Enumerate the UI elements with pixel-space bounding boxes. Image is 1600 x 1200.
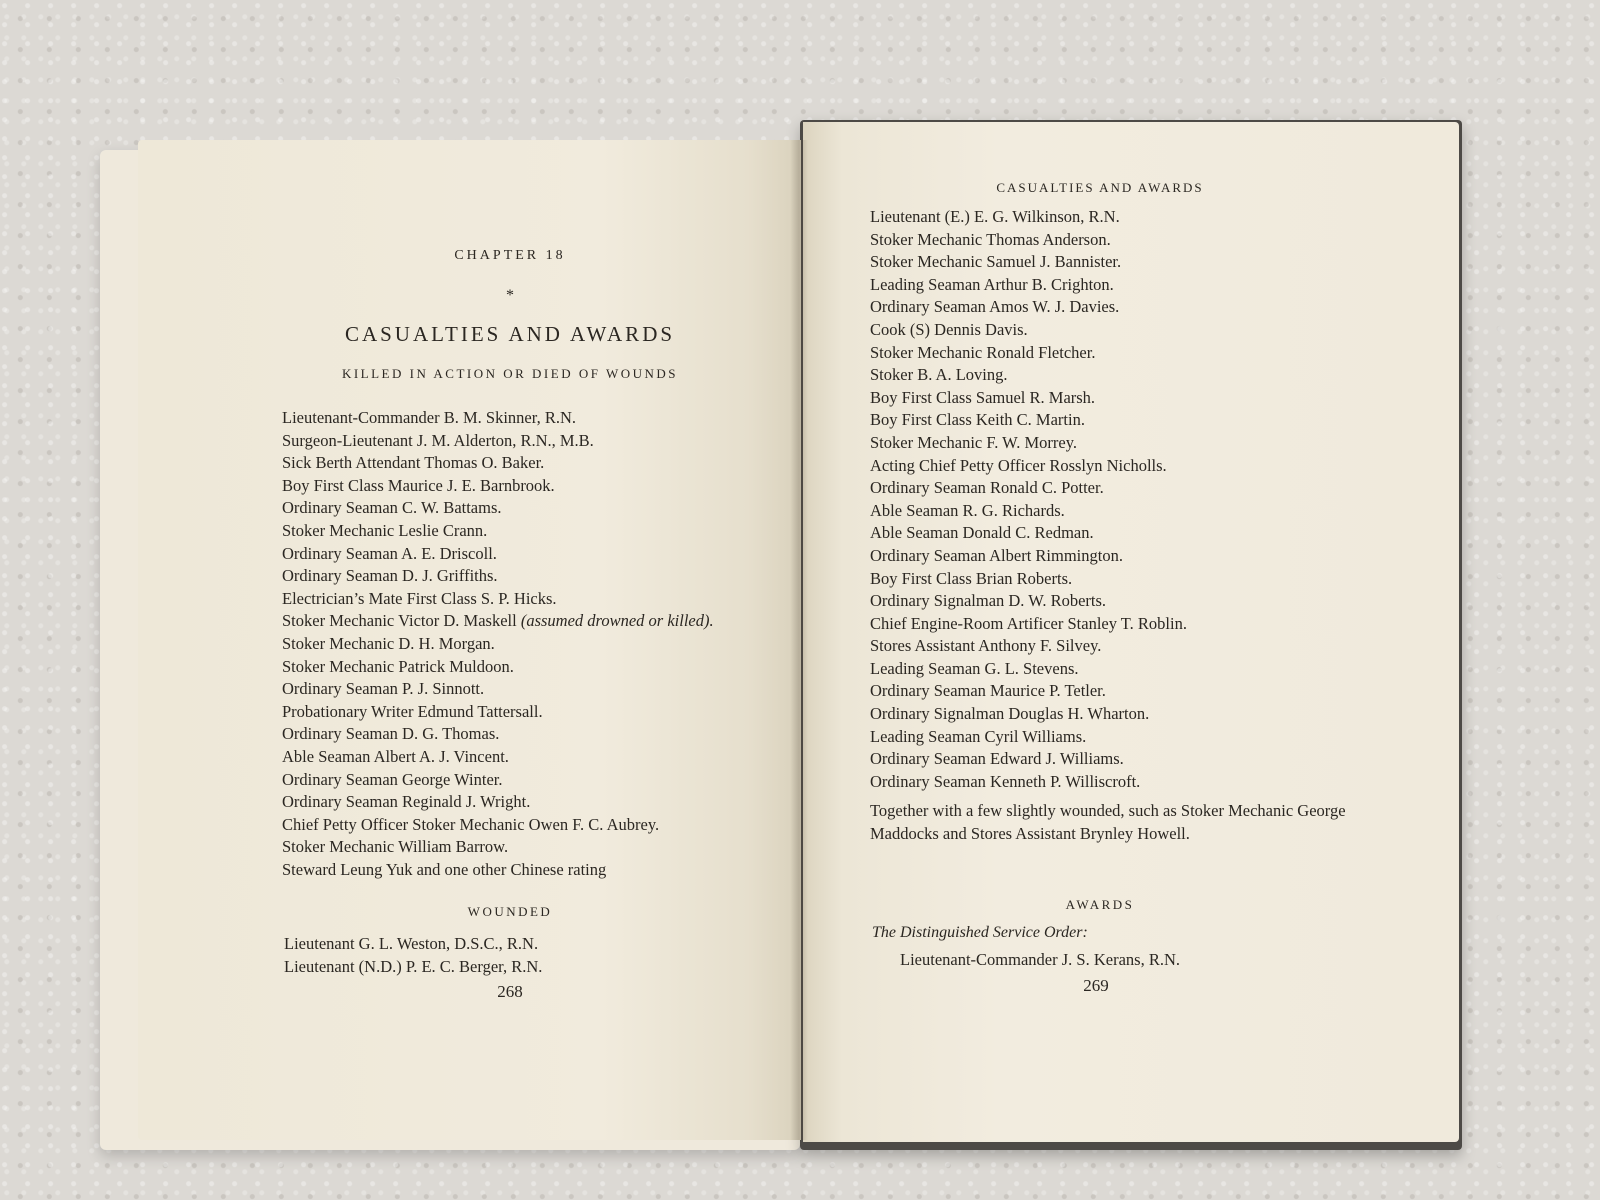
list-item: Acting Chief Petty Officer Rosslyn Nicholls.	[870, 455, 1167, 475]
running-head: CASUALTIES AND AWARDS	[996, 180, 1204, 195]
list-item: Stoker B. A. Loving.	[870, 365, 1008, 385]
list-item: Ordinary Seaman Maurice P. Tetler.	[870, 681, 1106, 701]
page-number-left: 268	[497, 982, 523, 1001]
list-item: Boy First Class Keith C. Martin.	[870, 410, 1085, 430]
list-item: Chief Engine-Room Artificer Stanley T. Roblin.	[870, 613, 1187, 633]
list-item: Ordinary Seaman George Winter.	[282, 769, 503, 789]
list-item: Ordinary Seaman Edward J. Williams.	[870, 749, 1124, 769]
list-item: Chief Petty Officer Stoker Mechanic Owen F. C. Aubrey.	[282, 814, 660, 834]
list-item: Lieutenant G. L. Weston, D.S.C., R.N.	[284, 934, 539, 953]
list-item: Stoker Mechanic Samuel J. Bannister.	[870, 252, 1122, 272]
book-gutter	[790, 140, 808, 1140]
list-item: Ordinary Seaman Ronald C. Potter.	[870, 478, 1104, 498]
list-item: Stoker Mechanic Patrick Muldoon.	[282, 656, 514, 676]
list-item: Boy First Class Samuel R. Marsh.	[870, 387, 1096, 407]
list-item: Able Seaman R. G. Richards.	[870, 500, 1065, 520]
list-item: Stoker Mechanic William Barrow.	[282, 837, 509, 857]
list-item: Stoker Mechanic Thomas Anderson.	[870, 229, 1111, 249]
wounded-list-continued	[870, 206, 1187, 793]
list-item: Ordinary Seaman A. E. Driscoll.	[282, 543, 497, 563]
list-item: Ordinary Signalman Douglas H. Wharton.	[870, 704, 1150, 724]
list-item	[282, 610, 714, 633]
list-item: Lieutenant-Commander B. M. Skinner, R.N.	[282, 408, 577, 427]
list-item: Ordinary Seaman Kenneth P. Williscroft.	[870, 771, 1141, 791]
list-item: Able Seaman Donald C. Redman.	[870, 523, 1094, 543]
list-item: Leading Seaman Arthur B. Crighton.	[870, 274, 1114, 294]
list-item: Cook (S) Dennis Davis.	[870, 319, 1028, 339]
list-item: Probationary Writer Edmund Tattersall.	[282, 701, 543, 721]
slightly-wounded-note: Together with a few slightly wounded, such as Stoker Mechanic George Maddocks and Stores Assistant Brynley Howell.	[870, 801, 1346, 843]
awards-section-heading: AWARDS	[1065, 897, 1135, 912]
list-item: Leading Seaman Cyril Williams.	[870, 726, 1087, 746]
list-item: Sick Berth Attendant Thomas O. Baker.	[282, 453, 545, 473]
list-item: Ordinary Signalman D. W. Roberts.	[870, 591, 1107, 611]
ornament: *	[506, 287, 514, 304]
killed-section-heading: KILLED IN ACTION OR DIED OF WOUNDS	[341, 366, 679, 381]
list-item: Leading Seaman G. L. Stevens.	[870, 658, 1079, 678]
list-item: Electrician’s Mate First Class S. P. Hicks.	[282, 588, 557, 608]
list-item: Steward Leung Yuk and one other Chinese rating	[282, 859, 607, 879]
wounded-list	[284, 933, 542, 978]
list-item: Ordinary Seaman D. G. Thomas.	[282, 724, 500, 744]
killed-list	[282, 407, 714, 881]
list-item: Ordinary Seaman Reginald J. Wright.	[282, 792, 531, 812]
list-item: Stoker Mechanic F. W. Morrey.	[870, 432, 1078, 452]
list-item: Ordinary Seaman Albert Rimmington.	[870, 545, 1123, 565]
list-item: Ordinary Seaman Amos W. J. Davies.	[870, 297, 1120, 317]
list-item: Stoker Mechanic Leslie Crann.	[282, 520, 488, 540]
list-item: Boy First Class Maurice J. E. Barnbrook.	[282, 475, 555, 495]
list-item: Able Seaman Albert A. J. Vincent.	[282, 746, 509, 766]
award-title: The Distinguished Service Order:	[872, 924, 1088, 941]
page-number-right: 269	[1083, 976, 1109, 995]
list-item: Ordinary Seaman P. J. Sinnott.	[282, 679, 485, 699]
list-item: Ordinary Seaman D. J. Griffiths.	[282, 566, 498, 586]
list-item: Stoker Mechanic D. H. Morgan.	[282, 633, 495, 653]
list-item: Stores Assistant Anthony F. Silvey.	[870, 636, 1102, 656]
award-recipient: Lieutenant-Commander J. S. Kerans, R.N.	[900, 950, 1180, 969]
list-item: Surgeon-Lieutenant J. M. Alderton, R.N., M.B.	[282, 430, 594, 450]
list-item-name: Stoker Mechanic Victor D. Maskell	[282, 611, 517, 631]
wounded-section-heading: WOUNDED	[467, 904, 553, 919]
chapter-label: CHAPTER 18	[454, 248, 566, 263]
chapter-title: CASUALTIES AND AWARDS	[344, 322, 676, 346]
list-item: Lieutenant (E.) E. G. Wilkinson, R.N.	[870, 207, 1120, 226]
maskell-note: (assumed drowned or killed).	[520, 611, 714, 631]
list-item: Stoker Mechanic Ronald Fletcher.	[870, 342, 1096, 362]
list-item: Ordinary Seaman C. W. Battams.	[282, 498, 502, 518]
list-item: Lieutenant (N.D.) P. E. C. Berger, R.N.	[284, 956, 543, 976]
list-item: Boy First Class Brian Roberts.	[870, 568, 1073, 588]
